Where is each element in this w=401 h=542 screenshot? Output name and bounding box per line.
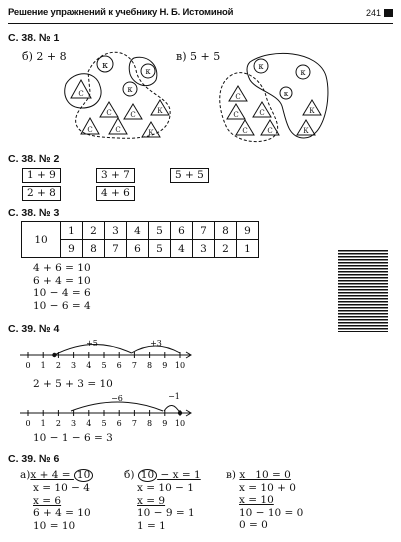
tick-label: 5 — [101, 361, 107, 370]
tick-label: 10 — [174, 419, 186, 428]
ex2-box: 5 + 5 — [170, 168, 209, 183]
tick-label: 2 — [55, 361, 61, 370]
ex2-heading: С. 38. № 2 — [8, 153, 60, 165]
ex6-a-label: а) — [20, 469, 31, 481]
table-lead-cell: 10 — [22, 222, 61, 258]
ex1-heading: С. 38. № 1 — [8, 32, 60, 44]
table-cell: 3 — [193, 240, 215, 258]
table-cell: 5 — [149, 240, 171, 258]
ex4-heading: С. 39. № 4 — [8, 323, 60, 335]
table-cell: 3 — [105, 222, 127, 240]
ex3-number-table — [21, 221, 259, 258]
header-square-mark — [384, 9, 393, 17]
ex2-box: 3 + 7 — [96, 168, 135, 183]
ex2-box: 2 + 8 — [22, 186, 61, 201]
triangle-letter: С — [242, 127, 248, 135]
ex6-b-line1: − x = 1 — [157, 469, 201, 481]
ex6-a-line2: x = 10 − 4 — [33, 482, 90, 494]
tick-label: 1 — [40, 361, 46, 370]
tick-label: 4 — [86, 361, 92, 370]
ex3-heading: С. 38. № 3 — [8, 207, 60, 219]
arc-label-plus-five: +5 — [86, 339, 98, 348]
tick-label: 1 — [40, 419, 46, 428]
ex2-box: 1 + 9 — [22, 168, 61, 183]
ex1-grouping-diagram — [0, 40, 401, 152]
tick-label: 6 — [116, 419, 122, 428]
triangle-letter: К — [309, 107, 315, 115]
table-cell: 4 — [127, 222, 149, 240]
header-title: Решение упражнений к учебнику Н. Б. Истоминой — [8, 7, 234, 18]
tick-label: 3 — [71, 419, 77, 428]
ex2-column-1 — [22, 168, 61, 201]
circle-letter: к — [283, 90, 289, 98]
ex3-equations — [33, 262, 91, 312]
tick-label: 5 — [101, 419, 107, 428]
jump-arc-minus-one — [164, 405, 180, 413]
ex6-b-circled-number: 10 — [138, 469, 157, 482]
page-number: 241 — [365, 8, 381, 18]
table-row — [22, 222, 259, 240]
triangle-letter: С — [87, 126, 93, 134]
table-cell: 9 — [61, 240, 83, 258]
tick-label: 8 — [147, 361, 153, 370]
ex6-b-line2: x = 10 − 1 — [137, 482, 194, 494]
ex2-column-2 — [96, 168, 135, 201]
jump-arc-minus-six — [71, 402, 163, 411]
circle-letter: к — [258, 62, 264, 71]
table-cell: 1 — [237, 240, 259, 258]
triangle-letter: К — [157, 107, 163, 115]
ex6-b-line5: 1 = 1 — [137, 519, 166, 532]
tick-label: 8 — [147, 419, 153, 428]
tick-label: 0 — [25, 361, 31, 370]
margin-stripes-decoration — [338, 250, 388, 332]
table-cell: 2 — [83, 222, 105, 240]
ex6-column-b — [124, 469, 201, 532]
ex6-a-line3: x = 6 — [33, 494, 62, 507]
triangle-letter: С — [106, 109, 112, 117]
left-solid-group-top — [129, 57, 157, 85]
table-cell: 4 — [171, 240, 193, 258]
ex6-column-a — [20, 469, 93, 532]
ex2-column-3 — [170, 168, 209, 183]
equation-line: 10 − 4 = 6 — [33, 287, 91, 299]
ex1-part-b-label: б) 2 + 8 — [22, 50, 67, 63]
triangle-letter: С — [235, 93, 241, 101]
ex2-box: 4 + 6 — [96, 186, 135, 201]
triangle-letter: С — [233, 111, 239, 119]
triangle-letter: С — [259, 109, 265, 117]
ex6-b-line4: 10 − 9 = 1 — [137, 507, 195, 519]
ex4-equation-2: 10 − 1 − 6 = 3 — [33, 432, 113, 444]
ex6-v-line1: x 10 = 0 — [239, 469, 291, 481]
ex6-a-line5: 10 = 10 — [33, 519, 76, 532]
table-cell: 7 — [193, 222, 215, 240]
ex6-heading: С. 39. № 6 — [8, 453, 60, 465]
arc-label-plus-three: +3 — [150, 339, 162, 348]
tick-label: 0 — [25, 419, 31, 428]
ex6-b-label: б) — [124, 469, 135, 481]
page-header — [8, 6, 393, 24]
right-triangles — [227, 86, 321, 135]
table-cell: 6 — [127, 240, 149, 258]
ex6-v-line3: x = 10 — [239, 494, 274, 506]
ex6-b-line3: x = 9 — [137, 494, 166, 507]
triangle-letter: С — [130, 111, 136, 119]
table-cell: 8 — [215, 222, 237, 240]
ex6-v-line2: x = 10 + 0 — [239, 481, 296, 494]
ex6-a-line4: 6 + 4 = 10 — [33, 507, 91, 519]
triangle-letter: К — [148, 129, 154, 137]
right-circles — [254, 59, 310, 99]
circle-letter: к — [300, 68, 306, 77]
ex4-equation-1: 2 + 5 + 3 = 10 — [33, 378, 113, 390]
triangle-letter: С — [115, 126, 121, 134]
tick-label: 9 — [162, 419, 168, 428]
left-triangles — [71, 80, 169, 137]
table-cell: 5 — [149, 222, 171, 240]
circle-letter: к — [102, 61, 108, 71]
tick-label: 7 — [131, 419, 137, 428]
ex1-part-v-label: в) 5 + 5 — [176, 50, 221, 63]
equation-line: 10 − 6 = 4 — [33, 299, 91, 312]
tick-label: 2 — [55, 419, 61, 428]
ex6-a-line1: x + 4 = — [30, 469, 74, 481]
tick-label: 10 — [174, 361, 186, 370]
table-cell: 6 — [171, 222, 193, 240]
arc-label-minus-six: −6 — [111, 394, 123, 403]
circle-letter: к — [127, 85, 133, 94]
table-cell: 7 — [105, 240, 127, 258]
tick-label: 6 — [116, 361, 122, 370]
arc-label-minus-one: −1 — [168, 392, 180, 401]
left-circles — [97, 56, 155, 96]
equation-line: 4 + 6 = 10 — [33, 262, 91, 274]
table-cell: 9 — [237, 222, 259, 240]
table-cell: 2 — [215, 240, 237, 258]
triangle-letter: С — [78, 90, 84, 98]
tick-label: 3 — [71, 361, 77, 370]
triangle-letter: К — [303, 127, 309, 135]
equation-line: 6 + 4 = 10 — [33, 274, 91, 287]
table-cell: 8 — [83, 240, 105, 258]
ex6-a-circled-number: 10 — [74, 469, 93, 482]
tick-label: 9 — [162, 361, 168, 370]
table-cell: 1 — [61, 222, 83, 240]
ex6-v-line5: 0 = 0 — [239, 519, 268, 531]
tick-label: 7 — [131, 361, 137, 370]
ex6-v-line4: 10 − 10 = 0 — [239, 506, 304, 519]
circle-letter: к — [145, 67, 151, 76]
triangle-letter: С — [267, 127, 273, 135]
ex6-column-v — [226, 469, 303, 532]
ex6-v-label: в) — [226, 469, 237, 481]
tick-label: 4 — [86, 419, 92, 428]
